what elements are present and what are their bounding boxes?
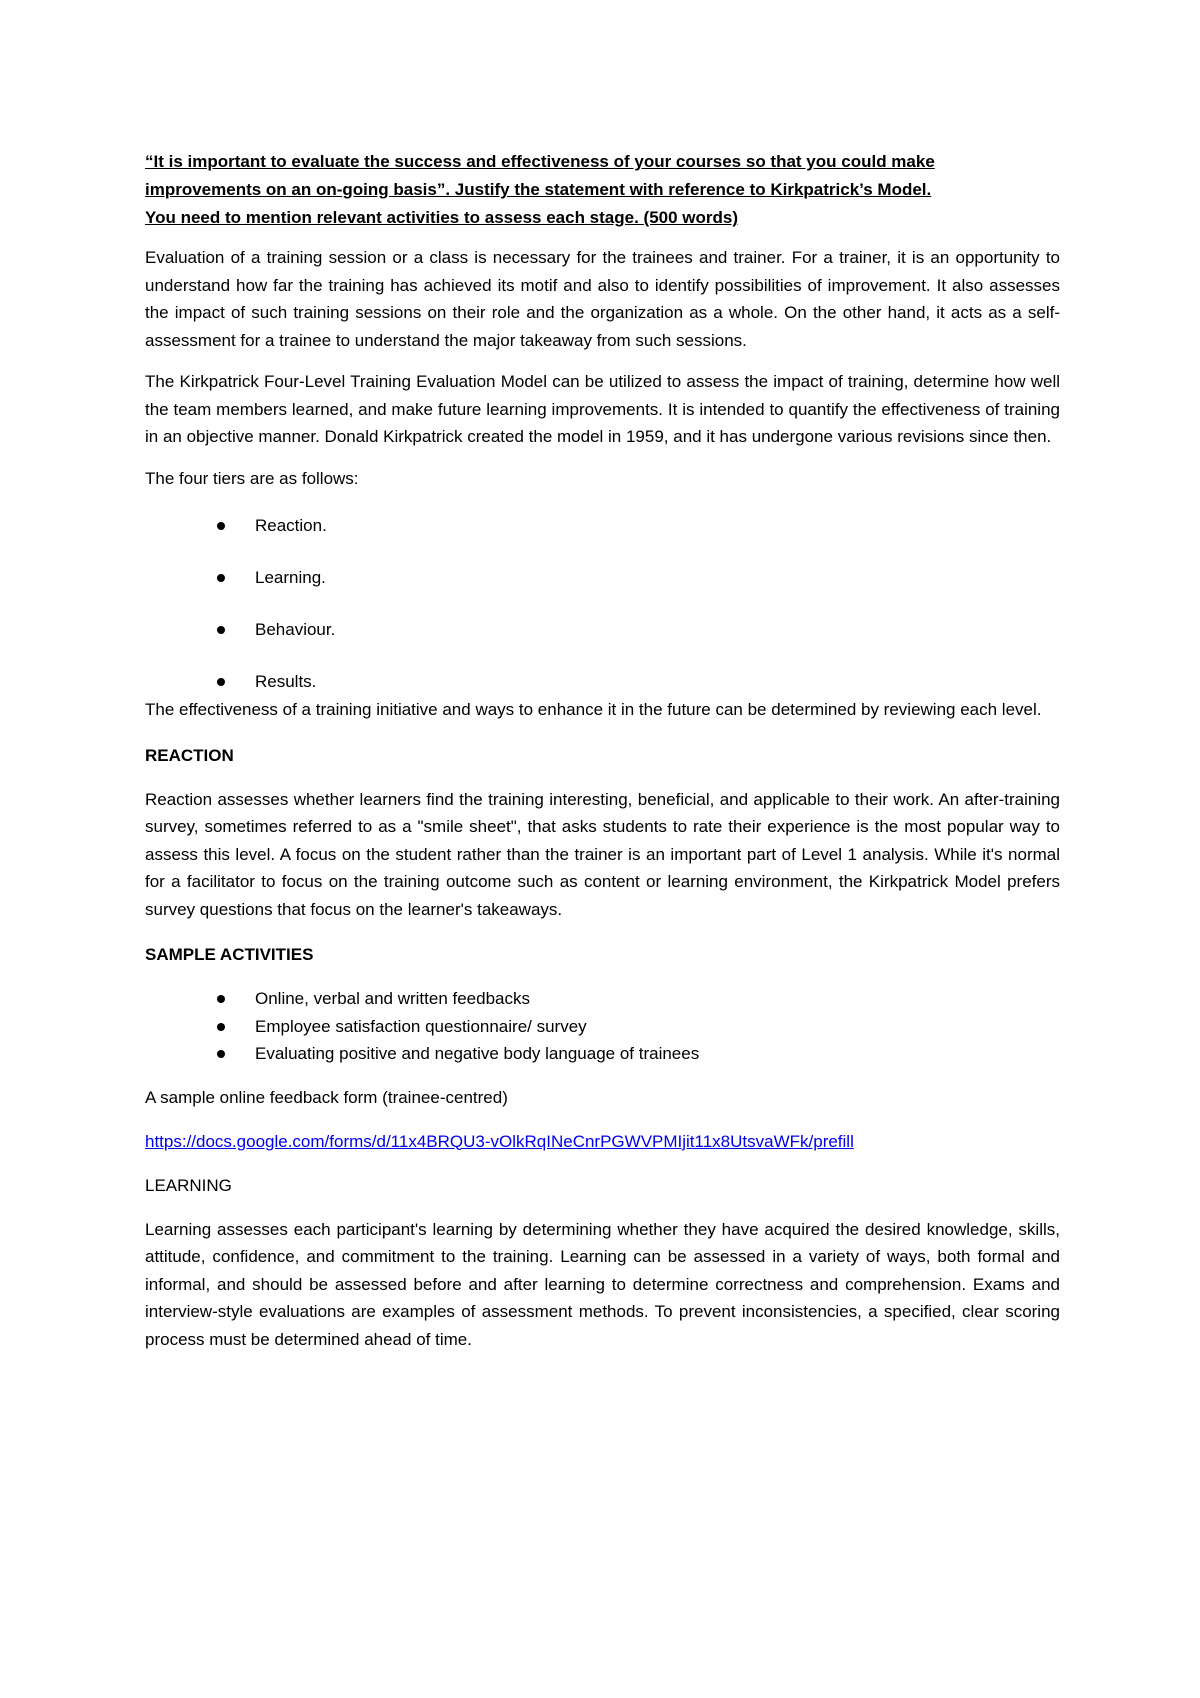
bullet-icon (217, 1050, 225, 1058)
learning-heading: LEARNING (145, 1175, 232, 1195)
feedback-form-label: A sample online feedback form (trainee-centred) (145, 1087, 508, 1107)
sample-activities-heading: SAMPLE ACTIVITIES (145, 945, 314, 964)
bullet-icon (217, 574, 225, 582)
tiers-intro: The four tiers are as follows: (145, 468, 359, 488)
bullet-icon (217, 522, 225, 530)
model-paragraph: The Kirkpatrick Four-Level Training Evaluation Model can be utilized to assess the impact of training, determine how well the team members learned, and make future learning improvements. It is intended to quantify the effectiveness of training in an objective manner. Donald Kirkpatrick created the model in 1959, and it has undergone various revisions since then. (145, 372, 1060, 446)
effectiveness-paragraph: The effectiveness of a training initiative and ways to enhance it in the future can be determined by reviewing each level. (145, 700, 1042, 719)
intro-paragraph: Evaluation of a training session or a class is necessary for the trainees and trainer. For a trainer, it is an opportunity to understand how far the training has achieved its motif and also to identify possibilities of improvement. It also assesses the impact of such training sessions on their role and the organization as a whole. On the other hand, it acts as a self-assessment for a trainee to understand the major takeaway from such sessions. (145, 248, 1060, 350)
question-line-2: improvements on an on-going basis”. Justify the statement with reference to Kirkpatrick’s Model. (145, 180, 932, 199)
bullet-icon (217, 678, 225, 686)
tiers-list (145, 512, 1060, 696)
question-line-3: You need to mention relevant activities to assess each stage. (500 words) (145, 208, 738, 227)
bullet-icon (217, 626, 225, 634)
reaction-heading: REACTION (145, 745, 234, 765)
document-page (145, 148, 1060, 1367)
bullet-icon (217, 995, 225, 1003)
bullet-icon (217, 1023, 225, 1031)
list-item: Learning. (145, 564, 1060, 592)
learning-paragraph: Learning assesses each participant's learning by determining whether they have acquired the desired knowledge, skills, attitude, confidence, and commitment to the training. Learning can be assessed in a variety of ways, both formal and informal, and should be assessed before and after learning to determine correctness and comprehension. Exams and interview-style evaluations are examples of assessment methods. To prevent inconsistencies, a specified, clear scoring process must be determined ahead of time. (145, 1219, 1060, 1349)
assignment-question (145, 148, 1060, 232)
list-item: Behaviour. (145, 616, 1060, 644)
feedback-form-link[interactable]: https://docs.google.com/forms/d/11x4BRQU3-vOlkRqINeCnrPGWVPMIjit11x8UtsvaWFk/prefill (145, 1131, 854, 1151)
reaction-paragraph: Reaction assesses whether learners find the training interesting, beneficial, and applicable to their work. An after-training survey, sometimes referred to as a "smile sheet", that asks students to rate their experience is the most popular way to assess this level. A focus on the student rather than the trainer is an important part of Level 1 analysis. While it's normal for a facilitator to focus on the training outcome such as content or learning environment, the Kirkpatrick Model prefers survey questions that focus on the learner's takeaways. (145, 789, 1060, 919)
list-item: Reaction. (145, 512, 1060, 540)
feedback-form-link-line (145, 1128, 1060, 1156)
activities-list (145, 985, 1060, 1068)
list-item: Online, verbal and written feedbacks (145, 985, 1060, 1013)
question-line-1: “It is important to evaluate the success and effectiveness of your courses so that you could make (145, 152, 935, 171)
list-item: Results. (145, 668, 1060, 696)
list-item: Evaluating positive and negative body language of trainees (145, 1040, 1060, 1068)
list-item: Employee satisfaction questionnaire/ survey (145, 1013, 1060, 1041)
